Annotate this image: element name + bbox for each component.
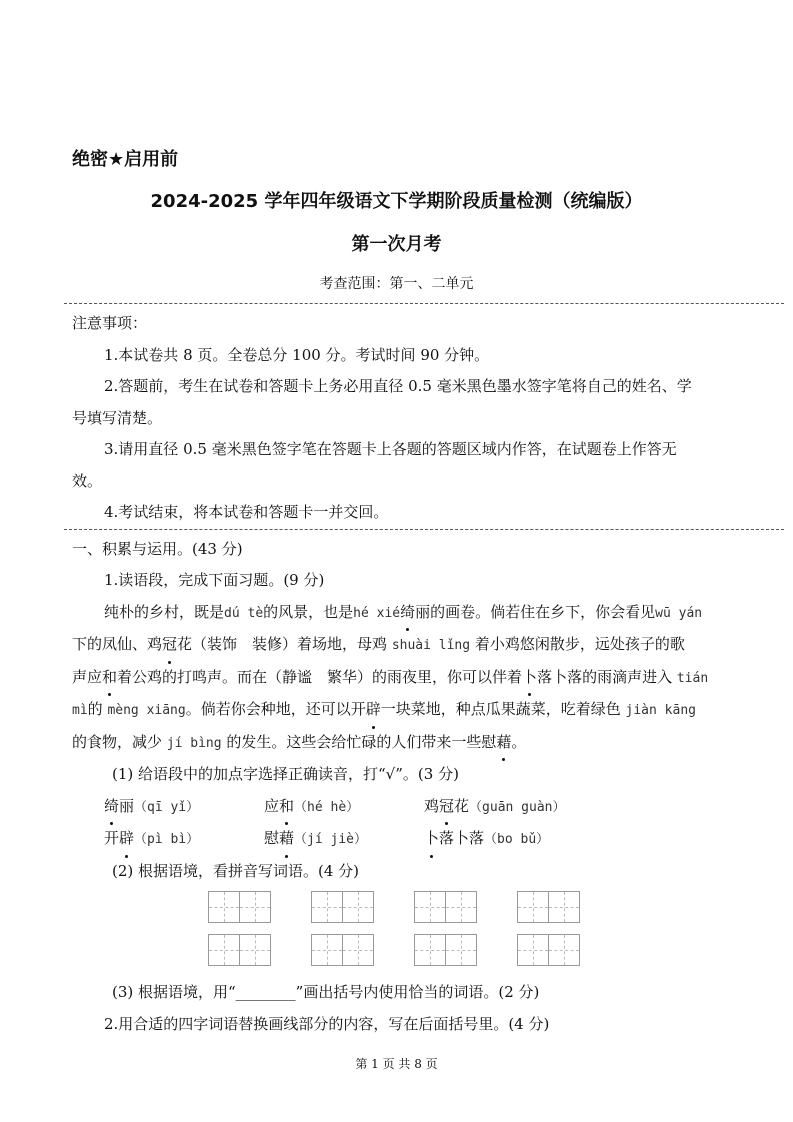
option-text: 慰 — [264, 829, 280, 847]
passage-line — [72, 694, 784, 727]
tianzige-cell — [311, 934, 343, 966]
tianzige-cell — [517, 891, 549, 923]
option-text: 鸡 — [424, 796, 440, 815]
reading-option — [424, 823, 584, 856]
passage-text: 的风景，也是 — [263, 602, 354, 621]
tianzige-box[interactable] — [414, 891, 477, 923]
option-text: 花 — [454, 796, 470, 815]
passage-text: 着小鸡悠闲散步，远处孩子的歌 — [470, 635, 685, 653]
sub3-prompt: (3) 根据语境，用“________”画出括号内使用恰当的词语。(2 分) — [112, 983, 540, 1001]
reading-option — [104, 791, 264, 824]
tianzige-box[interactable] — [208, 934, 271, 966]
option-text: 丽 — [119, 796, 135, 815]
note-item: 3.请用直径 0.5 毫米黑色签字笔在答题卡上各题的答题区域内作答，在试题卷上作答无 — [104, 440, 677, 458]
tianzige-cell — [414, 934, 446, 966]
passage-text: 的食物，减少 — [72, 732, 167, 751]
tianzige-cell — [548, 934, 580, 966]
passage-text: 着公鸡的打鸣声。而在（静谧 繁华）的雨夜里，你可以伴着 — [117, 667, 523, 686]
emphasized-char: 辟 — [119, 823, 134, 855]
pinyin-choices: （hé hè） — [294, 799, 360, 815]
tianzige-cell — [445, 891, 477, 923]
reading-option — [264, 823, 424, 856]
tianzige-box[interactable] — [517, 934, 580, 966]
pinyin-prompt: dú tè — [224, 605, 264, 621]
page-footer: 第 1 页 共 8 页 — [355, 1057, 438, 1071]
reading-option — [104, 823, 264, 856]
pinyin-choices: （pì bì） — [134, 832, 200, 847]
tianzige-cell — [548, 891, 580, 923]
notes-heading: 注意事项： — [72, 314, 148, 332]
reading-options — [72, 791, 784, 856]
pinyin-choices: （bo bǔ） — [484, 832, 550, 847]
emphasized-char: 藉 — [279, 823, 294, 855]
reading-option-row — [72, 823, 784, 856]
pinyin-prompt: hé xié — [353, 605, 401, 621]
question-1: 1.读语段，完成下面习题。(9 分) — [104, 571, 325, 589]
tianzige-row — [72, 891, 784, 923]
note-item: 4.考试结束，将本试卷和答题卡一并交回。 — [104, 503, 389, 521]
pinyin-writing-grids — [72, 891, 784, 966]
divider — [64, 303, 784, 304]
passage-text: 纯朴的乡村，既是 — [104, 602, 225, 621]
pinyin-prompt: jí bìng — [166, 735, 222, 751]
pinyin-prompt: mì — [72, 703, 88, 718]
note-item: 2.答题前，考生在试卷和答题卡上务必用直径 0.5 毫米黑色墨水签字笔将自己的姓名、学 — [104, 377, 692, 395]
pinyin-prompt: tián — [676, 670, 709, 686]
passage-text: 下的凤仙、鸡 — [72, 635, 163, 653]
reading-option — [424, 791, 584, 824]
option-text: 落卜落 — [439, 829, 485, 847]
tianzige-cell — [342, 934, 374, 966]
pinyin-choices: （qī yǐ） — [134, 799, 200, 815]
note-item: 1.本试卷共 8 页。全卷总分 100 分。考试时间 90 分钟。 — [104, 345, 490, 364]
tianzige-cell — [414, 891, 446, 923]
emphasized-char: 藉 — [496, 727, 511, 759]
tianzige-cell — [311, 891, 343, 923]
passage-line — [72, 629, 784, 662]
divider — [64, 529, 784, 530]
option-text: 开 — [104, 829, 120, 847]
tianzige-cell — [517, 934, 549, 966]
option-text: 应 — [264, 796, 280, 815]
sub1-prompt: (1) 给语段中的加点字选择正确读音，打“√”。(3 分) — [112, 765, 459, 783]
emphasized-char: 冠 — [162, 629, 177, 661]
pinyin-prompt: wū yán — [655, 605, 703, 621]
passage-line — [72, 597, 784, 630]
tianzige-box[interactable] — [311, 934, 374, 966]
pinyin-prompt: mèng xiāng — [107, 703, 186, 718]
passage-text: 落卜落的雨滴声进入 — [537, 667, 677, 686]
note-item: 效。 — [72, 471, 103, 490]
section-heading: 一、积累与运用。(43 分) — [72, 539, 243, 558]
pinyin-prompt: shuài lǐng — [391, 638, 471, 653]
note-item: 号填写清楚。 — [72, 408, 163, 427]
sub2-prompt: (2) 根据语境，看拼音写词语。(4 分) — [112, 861, 360, 880]
tianzige-cell — [208, 891, 240, 923]
tianzige-cell — [445, 934, 477, 966]
passage-text: 。 — [511, 732, 527, 751]
emphasized-char: 卜 — [424, 823, 439, 855]
pinyin-choices: （jí jiè） — [294, 832, 367, 847]
emphasized-char: 绮 — [104, 791, 119, 823]
exam-title: 2024-2025 学年四年级语文下学期阶段质量检测（统编版） — [150, 191, 643, 212]
tianzige-cell — [342, 891, 374, 923]
passage-text: 。倘若你会种地，还可以开 — [185, 700, 366, 718]
passage-text: 声应 — [72, 667, 103, 686]
passage-text: 的发生。这些会给忙碌的人们带来一些慰 — [221, 732, 497, 751]
passage-text: 花（装饰 装修）着场地，母鸡 — [177, 635, 392, 653]
passage-text: 的 — [87, 700, 108, 718]
tianzige-cell — [239, 891, 271, 923]
passage-line — [72, 727, 784, 760]
exam-subtitle: 第一次月考 — [351, 234, 442, 255]
reading-option — [264, 791, 424, 824]
question-2: 2.用合适的四字词语替换画线部分的内容，写在后面括号里。(4 分) — [104, 1014, 550, 1033]
passage-line — [72, 662, 784, 695]
secret-label: 绝密★启用前 — [72, 149, 179, 170]
pinyin-prompt: jiàn kāng — [625, 703, 696, 718]
tianzige-cell — [239, 934, 271, 966]
exam-scope: 考查范围：第一、二单元 — [319, 276, 474, 292]
passage-text: 丽的画卷。倘若住在乡下，你会看见 — [415, 602, 656, 621]
emphasized-char: 绮 — [400, 597, 415, 629]
emphasized-char: 和 — [279, 791, 294, 823]
tianzige-row — [72, 934, 784, 966]
tianzige-box[interactable] — [414, 934, 477, 966]
emphasized-char: 和 — [102, 662, 117, 694]
reading-option-row — [72, 791, 784, 824]
tianzige-box[interactable] — [208, 891, 271, 923]
emphasized-char: 卜 — [522, 662, 537, 694]
passage — [72, 597, 784, 760]
pinyin-choices: （guān guàn） — [469, 799, 566, 815]
tianzige-cell — [208, 934, 240, 966]
passage-text: 一块菜地，种点瓜果蔬菜，吃着绿色 — [380, 700, 626, 718]
emphasized-char: 辟 — [366, 694, 381, 726]
tianzige-box[interactable] — [517, 891, 580, 923]
tianzige-box[interactable] — [311, 891, 374, 923]
emphasized-char: 冠 — [439, 791, 454, 823]
